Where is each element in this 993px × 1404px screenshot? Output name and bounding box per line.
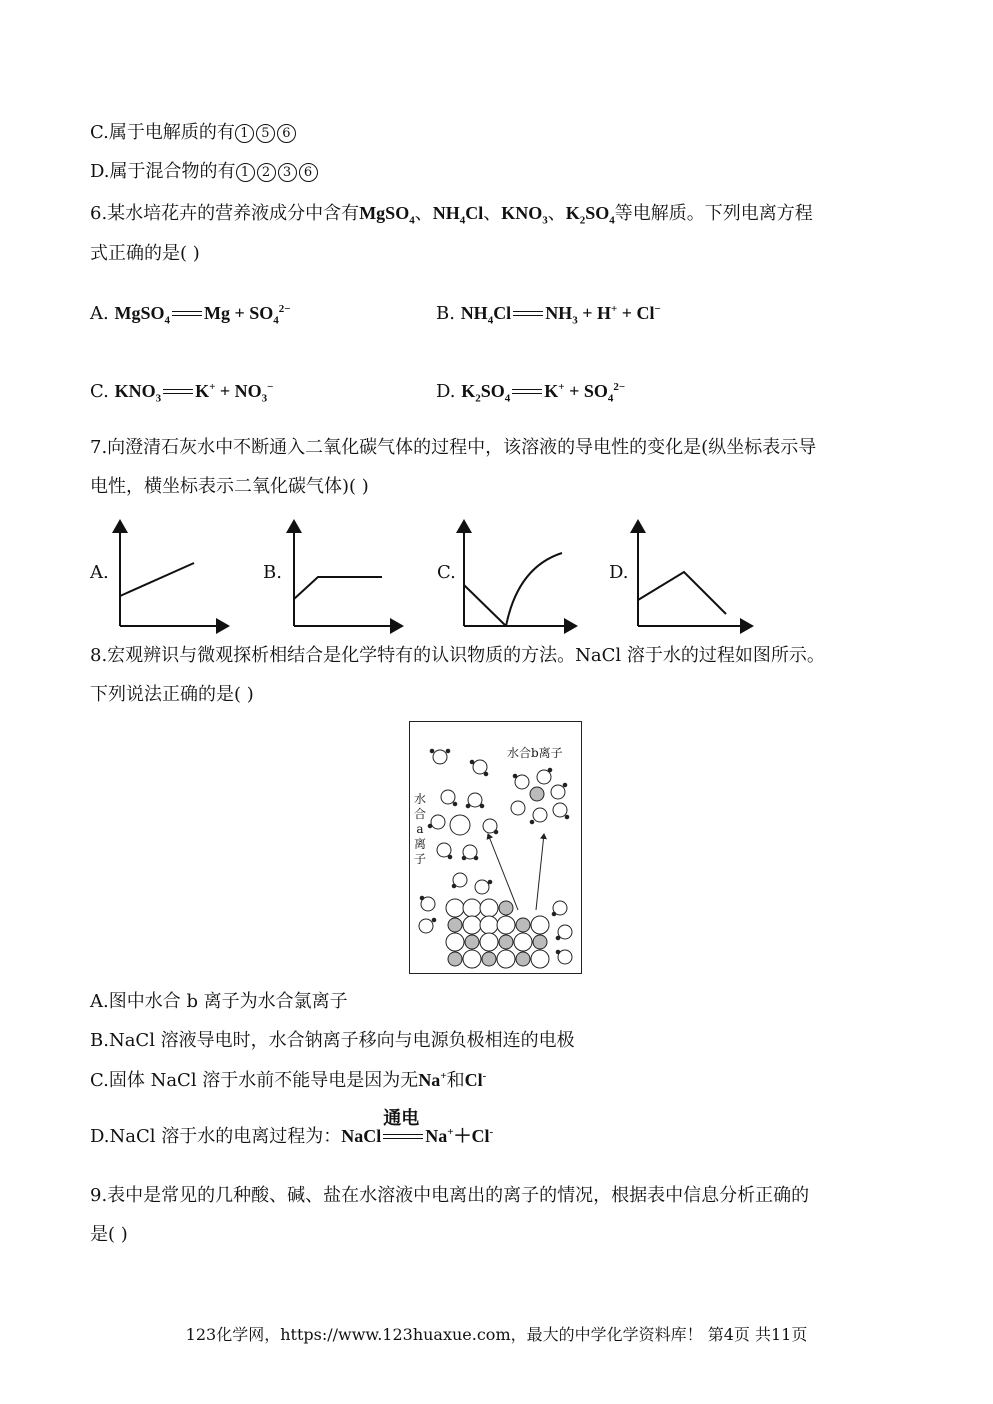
q7-stem-line1: 7.向澄清石灰水中不断通入二氧化碳气体的过程中，该溶液的导电性的变化是(纵坐标表示导 — [90, 437, 817, 458]
graph-b — [294, 521, 402, 626]
equals-sign — [161, 387, 195, 397]
circled-num: 6 — [299, 163, 318, 182]
circled-num: 6 — [277, 124, 296, 143]
q9-stem-line1: 9.表中是常见的几种酸、碱、盐在水溶液中电离出的离子的情况，根据表中信息分析正确的 — [90, 1185, 810, 1206]
circled-num: 2 — [257, 163, 276, 182]
circled-num: 3 — [278, 163, 297, 182]
q8-stem-line2: 下列说法正确的是( ) — [90, 684, 254, 705]
hydrated-a-ion-label: 水 合 a 离 子 — [413, 792, 426, 866]
equals-sign — [510, 387, 544, 397]
q6-stem: 6.某水培花卉的营养液成分中含有MgSO$_4$、$NH_4Cl$、$KNO_3$、$K_2SO_4$等电解质。下列电离方程 — [90, 203, 813, 227]
circled-num: 1 — [235, 124, 254, 143]
graph-c-label: C. — [437, 562, 456, 583]
graph-c — [464, 521, 576, 626]
q8-option-d: D.NaCl 溶于水的电离过程为：NaCl 通电 Na+＋Cl- — [90, 1108, 494, 1147]
q7-stem-line2: 电性，横坐标表示二氧化碳气体)( ) — [90, 476, 369, 497]
electrolysis-equals: 通电 — [381, 1132, 425, 1142]
q8-option-b: B.NaCl 溶液导电时，水合钠离子移向与电源负极相连的电极 — [90, 1030, 575, 1051]
formula-kno3: $KNO_3$ — [501, 203, 548, 227]
q6-option-c: C. $KNO_3$ $K^+ + NO_3^-$ — [90, 381, 274, 405]
q5-option-d: D.属于混合物的有 1 2 3 6 — [90, 160, 320, 184]
graph-d-label: D. — [609, 562, 629, 583]
q5-option-c: C.属于电解质的有 1 5 6 — [90, 121, 298, 145]
page-footer: 123化学网，https://www.123huaxue.com，最大的中学化学资料库！ 第4页 共11页 — [185, 1325, 808, 1344]
formula-nh4cl: $NH_4Cl$ — [432, 203, 484, 227]
ion-diagram — [410, 722, 580, 972]
graph-d — [638, 521, 752, 626]
equals-sign — [170, 309, 204, 319]
equals-sign — [511, 309, 545, 319]
graph-b-label: B. — [263, 562, 282, 583]
q7-graphs — [0, 515, 993, 635]
q6-stem-line2: 式正确的是( ) — [90, 243, 200, 264]
q6-option-b: B. $NH_4Cl$ $NH_3 + H^+ + Cl^-$ — [436, 303, 661, 327]
graph-a — [120, 521, 228, 626]
circled-num: 5 — [256, 124, 275, 143]
nacl-dissolution-figure — [409, 721, 582, 974]
q8-option-a: A.图中水合 b 离子为水合氯离子 — [90, 991, 348, 1012]
formula-k2so4: $K_2SO_4$ — [565, 203, 615, 227]
q8-option-c: C.固体 NaCl 溶于水前不能导电是因为无Na+和Cl- — [90, 1070, 487, 1091]
q9-stem-line2: 是( ) — [90, 1224, 128, 1245]
graph-a-label: A. — [90, 562, 109, 583]
q6-option-d: D. $K_2SO_4$ $K^+ + SO_4^{2-}$ — [436, 381, 626, 405]
q8-stem-line1: 8.宏观辨识与微观探析相结合是化学特有的认识物质的方法。NaCl 溶于水的过程如图所示。 — [90, 645, 825, 666]
formula-mgso4: MgSO$_4$ — [359, 203, 415, 227]
q6-option-a: A. MgSO$_4$ $Mg + SO_4^{2-}$ — [90, 303, 291, 327]
hydrated-b-ion-label: 水合b离子 — [507, 746, 563, 760]
circled-num: 1 — [236, 163, 255, 182]
